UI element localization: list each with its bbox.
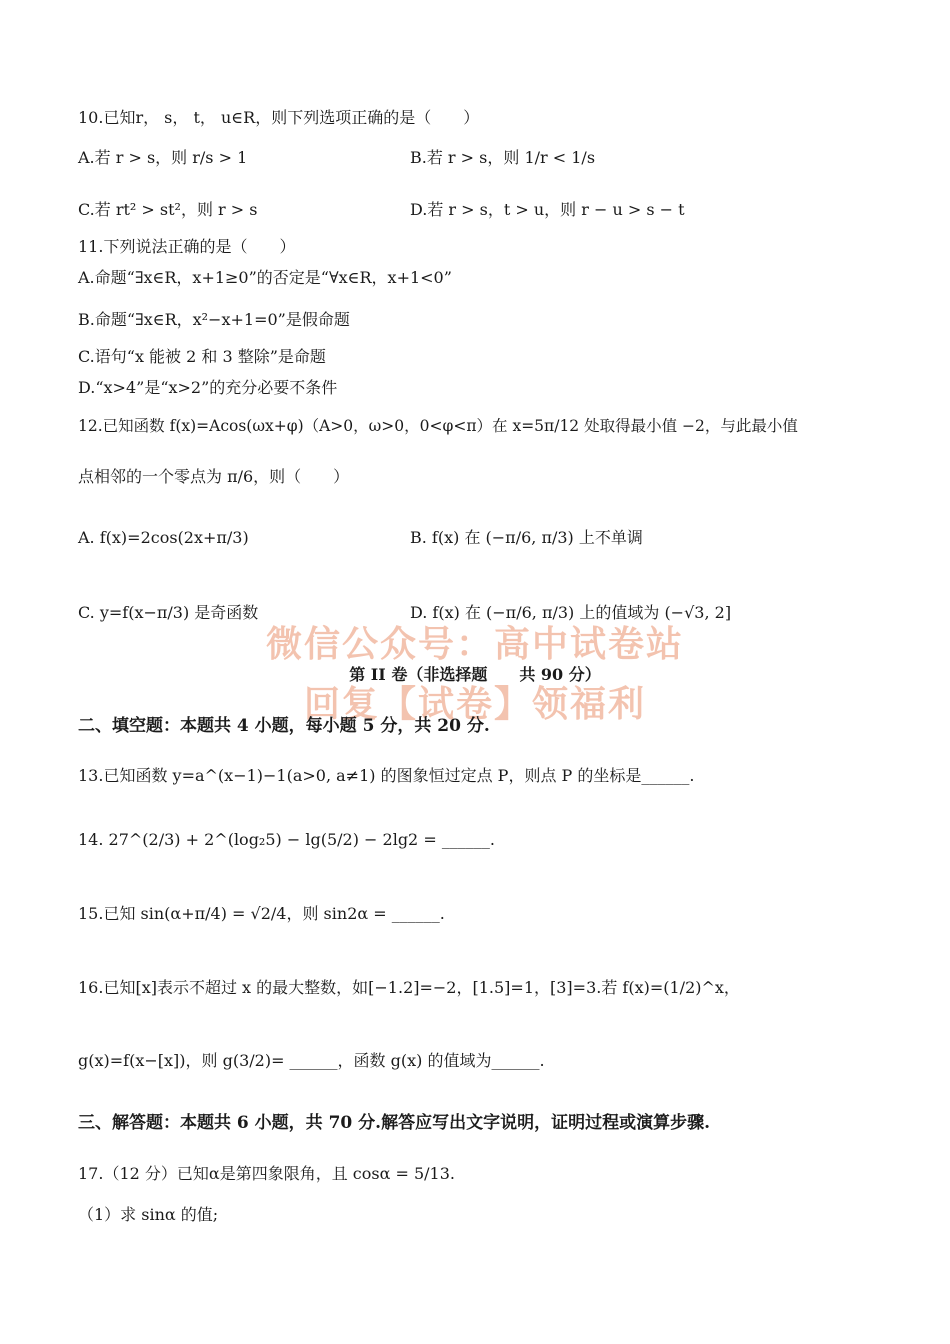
q10-option-d: D.若 r > s，t > u，则 r − u > s − t [410,200,685,219]
q15: 15.已知 sin(α+π/4) = √2/4，则 sin2α = ______. [78,904,445,923]
q11-option-c: C.语句“x 能被 2 和 3 整除”是命题 [78,347,326,366]
q11-option-b: B.命题“∃x∈R，x²−x+1=0”是假命题 [78,310,350,329]
watermark-line2: 回复【试卷】领福利 [303,684,646,725]
q10-option-b: B.若 r > s，则 1/r < 1/s [410,148,596,167]
q11-option-a: A.命题“∃x∈R，x+1≥0”的否定是“∀x∈R，x+1<0” [78,268,452,287]
part2-title: 第 II 卷（非选择题 共 90 分） [349,665,601,684]
section2-heading: 二、填空题：本题共 4 小题，每小题 5 分，共 20 分. [78,716,490,736]
q11-stem: 11.下列说法正确的是（ ） [78,237,296,256]
q16-line1: 16.已知[x]表示不超过 x 的最大整数，如[−1.2]=−2，[1.5]=1，[3]=3.若 f(x)=(1/2)^x， [78,978,740,997]
q12-option-b: B. f(x) 在 (−π/6, π/3) 上不单调 [410,528,643,547]
q17-stem: 17.（12 分）已知α是第四象限角，且 cosα = 5/13. [78,1164,455,1183]
q14: 14. 27^(2/3) + 2^(log₂5) − lg(5/2) − 2lg2 = ______. [78,830,495,849]
q13: 13.已知函数 y=a^(x−1)−1(a>0, a≠1) 的图象恒过定点 P，则点 P 的坐标是______. [78,766,695,785]
q16-line2: g(x)=f(x−[x])，则 g(3/2)= ______，函数 g(x) 的值域为______. [78,1051,545,1070]
q12-stem-line1: 12.已知函数 f(x)=Acos(ωx+φ)（A>0，ω>0，0<φ<π）在 x=5π/12 处取得最小值 −2，与此最小值 [78,417,798,435]
q12-stem-line2: 点相邻的一个零点为 π/6，则（ ） [78,467,350,486]
q10-option-c: C.若 rt² > st²，则 r > s [78,200,258,219]
q17-part1: （1）求 sinα 的值; [78,1205,219,1224]
q11-option-d: D.“x>4”是“x>2”的充分必要不条件 [78,378,338,397]
q12-option-d: D. f(x) 在 (−π/6, π/3) 上的值域为 (−√3, 2] [410,603,732,622]
q10-stem: 10.已知r， s， t， u∈R，则下列选项正确的是（ ） [78,108,480,127]
q10-option-a: A.若 r > s，则 r/s > 1 [78,148,248,167]
watermark-line1: 微信公众号：高中试卷站 [265,624,684,665]
section3-heading: 三、解答题：本题共 6 小题，共 70 分.解答应写出文字说明，证明过程或演算步骤. [78,1113,710,1133]
q12-option-a: A. f(x)=2cos(2x+π/3) [78,528,249,547]
q12-option-c: C. y=f(x−π/3) 是奇函数 [78,603,259,622]
